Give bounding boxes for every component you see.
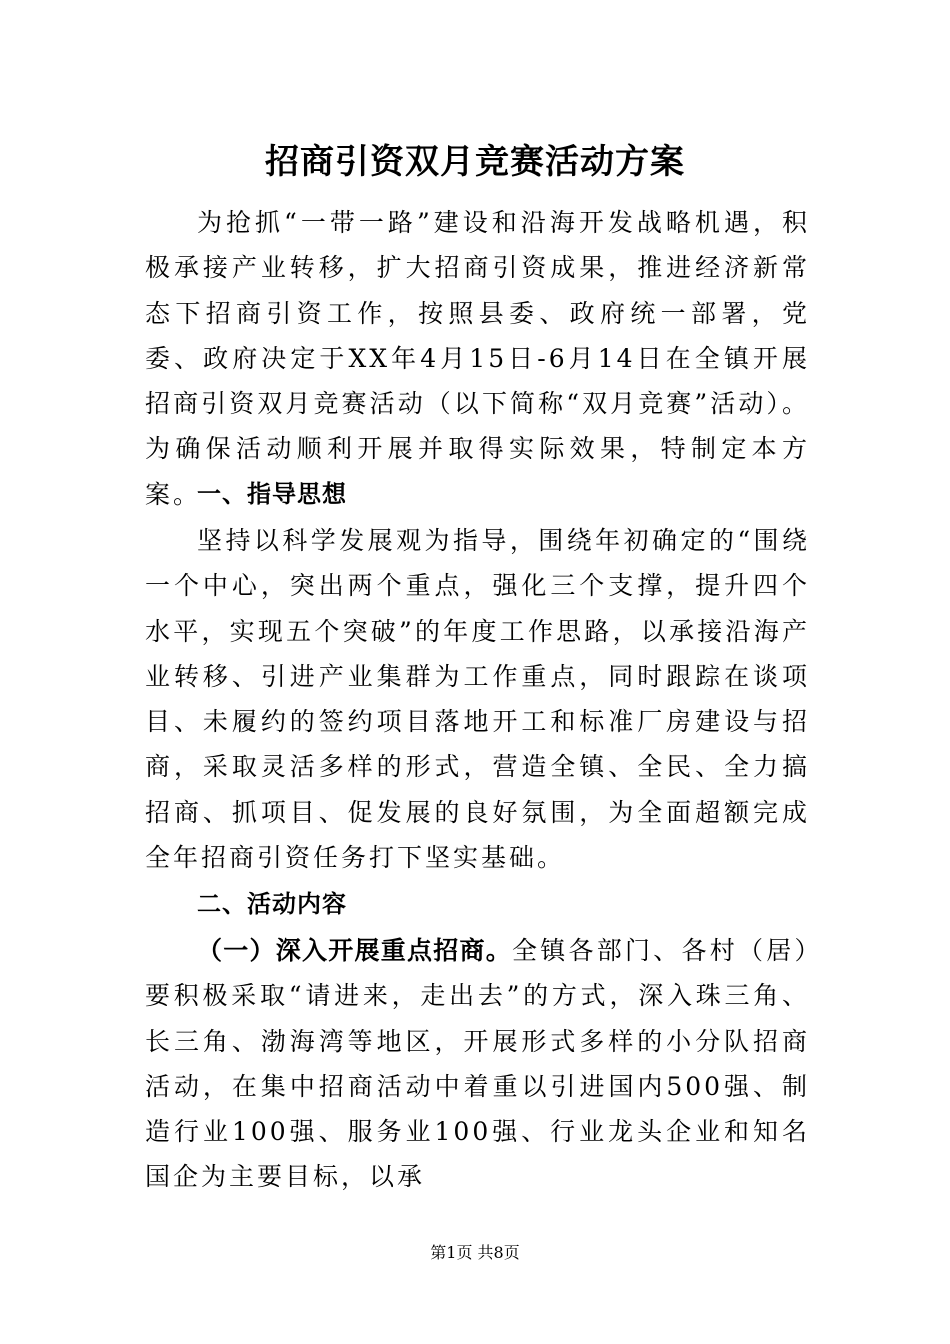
document-title: 招商引资双月竞赛活动方案: [265, 142, 685, 182]
activity-content-paragraph: [145, 928, 810, 1200]
guiding-thought-paragraph: 坚持以科学发展观为指导，围绕年初确定的“围绕一个中心，突出两个重点，强化三个支撑，提升四个水平，实现五个突破”的年度工作思路，以承接沿海产业转移、引进产业集群为工作重点，同时跟踪在谈项目、未履约的签约项目落地开工和标准厂房建设与招商，采取灵活多样的形式，营造全镇、全民、全力搞招商、抓项目、促发展的良好氛围，为全面超额完成全年招商引资任务打下坚实基础。: [145, 526, 810, 873]
section-heading-guiding-thought: 一、指导思想: [197, 480, 347, 508]
section-heading-activity-content: 二、活动内容: [197, 890, 347, 918]
subsection-body: 全镇各部门、各村（居）要积极采取“请进来，走出去”的方式，深入珠三角、长三角、渤海湾等地区，开展形式多样的小分队招商活动，在集中招商活动中着重以引进国内500强、制造行业100强、服务业100强、行业龙头企业和知名国企为主要目标，以承: [145, 936, 810, 1192]
page-number: 第1页 共8页: [430, 1243, 520, 1262]
intro-paragraph: 为抢抓“一带一路”建设和沿海开发战略机遇，积极承接产业转移，扩大招商引资成果，推进经济新常态下招商引资工作，按照县委、政府统一部署，党委、政府决定于XX年4月15日-6月14日在全镇开展招商引资双月竞赛活动（以下简称“双月竞赛”活动）。为确保活动顺利开展并取得实际效果，特制定本方案。: [145, 208, 810, 509]
subsection-lead: （一）深入开展重点招商。: [197, 936, 512, 965]
